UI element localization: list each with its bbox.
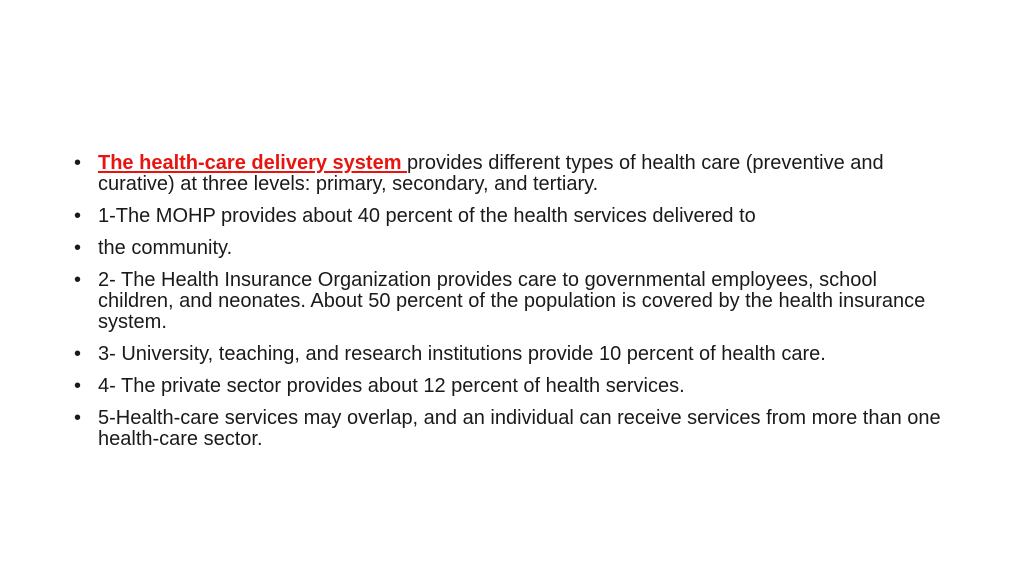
bullet-icon: • — [74, 269, 82, 291]
bullet-list — [74, 153, 954, 461]
bullet-item-5 — [74, 344, 954, 365]
bullet-icon: • — [74, 152, 82, 174]
bullet-icon: • — [74, 237, 82, 259]
bullet-item-7 — [74, 408, 954, 450]
bullet-text: 1-The MOHP provides about 40 percent of the health services delivered to — [98, 205, 756, 227]
bullet-text: provides different types of health care (preventive and curative) at three levels: primary, secondary, and tertiary. — [98, 152, 884, 195]
bullet-text: 5-Health-care services may overlap, and an individual can receive services from more than one health-care sector. — [98, 407, 941, 450]
bullet-item-4 — [74, 270, 954, 333]
bullet-text: 2- The Health Insurance Organization provides care to governmental employees, school children, and neonates. About 50 percent of the population is covered by the health insurance system. — [98, 269, 926, 333]
bullet-text: 4- The private sector provides about 12 percent of health services. — [98, 375, 685, 397]
bullet-icon: • — [74, 407, 82, 429]
bullet-text: the community. — [98, 237, 233, 259]
bullet-icon: • — [74, 375, 82, 397]
bullet-text: 3- University, teaching, and research institutions provide 10 percent of health care. — [98, 343, 826, 365]
bullet-icon: • — [74, 205, 82, 227]
highlighted-term: The health-care delivery system — [98, 152, 408, 174]
bullet-item-6 — [74, 376, 954, 397]
bullet-item-2 — [74, 206, 954, 227]
bullet-item-3 — [74, 238, 954, 259]
bullet-icon: • — [74, 343, 82, 365]
bullet-item-1 — [74, 153, 954, 195]
